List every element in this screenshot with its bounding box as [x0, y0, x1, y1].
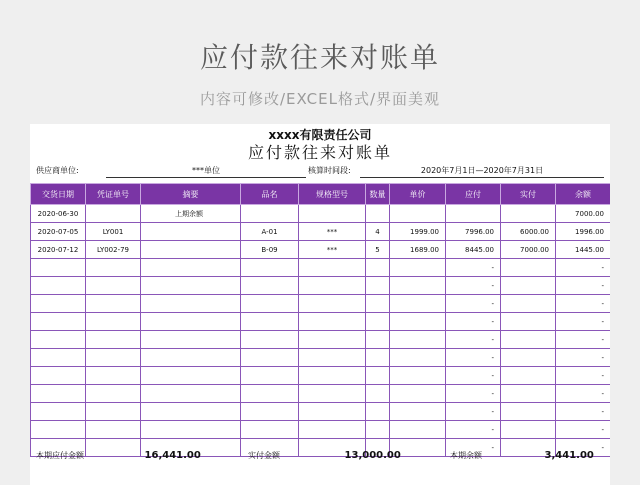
cell-summary[interactable]	[141, 223, 241, 241]
cell-qty[interactable]: 5	[366, 241, 390, 259]
cell-product[interactable]: B-09	[241, 241, 299, 259]
total-payable-value: 16,441.00	[144, 450, 201, 461]
cell-paid[interactable]	[501, 367, 556, 385]
cell-summary[interactable]	[141, 241, 241, 259]
cell-qty[interactable]: 4	[366, 223, 390, 241]
cell-product[interactable]	[241, 403, 299, 421]
cell-summary[interactable]	[141, 403, 241, 421]
supplier-field[interactable]	[106, 165, 306, 177]
table-row	[31, 367, 611, 385]
cell-balance[interactable]: -	[556, 385, 611, 403]
cell-product[interactable]: A-01	[241, 223, 299, 241]
cell-unit-price[interactable]	[390, 331, 446, 349]
cell-summary[interactable]	[141, 421, 241, 439]
cell-product[interactable]	[241, 259, 299, 277]
cell-unit-price[interactable]	[390, 367, 446, 385]
cell-paid[interactable]: 6000.00	[501, 223, 556, 241]
statement-sheet	[30, 124, 610, 485]
col-delivery-date: 交货日期	[31, 184, 86, 205]
cell-summary[interactable]	[141, 277, 241, 295]
cell-paid[interactable]	[501, 331, 556, 349]
cell-product[interactable]	[241, 277, 299, 295]
table-row	[31, 313, 611, 331]
cell-delivery-date[interactable]	[31, 259, 86, 277]
cell-spec[interactable]	[299, 403, 366, 421]
cell-payable[interactable]: -	[446, 313, 501, 331]
cell-voucher-no[interactable]	[86, 205, 141, 223]
total-balance-value: 3,441.00	[544, 450, 594, 461]
col-paid: 实付	[501, 184, 556, 205]
cell-voucher-no[interactable]	[86, 295, 141, 313]
cell-paid[interactable]	[501, 205, 556, 223]
cell-spec[interactable]	[299, 313, 366, 331]
cell-paid[interactable]: 7000.00	[501, 241, 556, 259]
cell-spec[interactable]	[299, 349, 366, 367]
table-row	[31, 223, 611, 241]
cell-payable[interactable]: -	[446, 385, 501, 403]
table-row	[31, 277, 611, 295]
cell-payable[interactable]: -	[446, 259, 501, 277]
hero-title: 应付款往来对账单	[199, 41, 440, 74]
cell-voucher-no[interactable]	[86, 259, 141, 277]
cell-summary[interactable]	[141, 313, 241, 331]
cell-paid[interactable]	[501, 349, 556, 367]
ledger-table	[30, 183, 610, 457]
cell-unit-price[interactable]: 1689.00	[390, 241, 446, 259]
cell-delivery-date[interactable]: 2020-06-30	[31, 205, 86, 223]
cell-balance[interactable]: -	[556, 331, 611, 349]
col-unit-price: 单价	[390, 184, 446, 205]
cell-balance[interactable]: 7000.00	[556, 205, 611, 223]
cell-spec[interactable]	[299, 205, 366, 223]
cell-voucher-no[interactable]	[86, 331, 141, 349]
cell-balance[interactable]: -	[556, 439, 611, 457]
cell-balance[interactable]: -	[556, 367, 611, 385]
period-label: 核算时间段:	[308, 166, 351, 175]
cell-balance[interactable]: -	[556, 259, 611, 277]
total-payable	[36, 450, 201, 461]
col-voucher-no: 凭证单号	[86, 184, 141, 205]
cell-product[interactable]	[241, 385, 299, 403]
cell-delivery-date[interactable]	[31, 403, 86, 421]
col-spec: 规格型号	[299, 184, 366, 205]
col-qty: 数量	[366, 184, 390, 205]
cell-spec[interactable]	[299, 367, 366, 385]
cell-balance[interactable]: -	[556, 295, 611, 313]
cell-product[interactable]	[241, 349, 299, 367]
cell-product[interactable]	[241, 205, 299, 223]
cell-payable[interactable]: -	[446, 331, 501, 349]
col-payable: 应付	[446, 184, 501, 205]
col-summary: 摘要	[141, 184, 241, 205]
cell-paid[interactable]	[501, 295, 556, 313]
cell-balance[interactable]: -	[556, 403, 611, 421]
cell-product[interactable]	[241, 313, 299, 331]
cell-unit-price[interactable]	[390, 277, 446, 295]
col-product: 品名	[241, 184, 299, 205]
cell-summary[interactable]	[141, 367, 241, 385]
cell-spec[interactable]	[299, 259, 366, 277]
cell-spec[interactable]	[299, 295, 366, 313]
cell-unit-price[interactable]	[390, 259, 446, 277]
supplier-value: ***单位	[106, 165, 306, 178]
cell-payable[interactable]: -	[446, 367, 501, 385]
cell-unit-price[interactable]	[390, 403, 446, 421]
total-balance-label: 本期余额	[450, 451, 482, 460]
cell-summary[interactable]	[141, 295, 241, 313]
document-title: 应付款往来对账单	[247, 143, 392, 162]
cell-qty[interactable]	[366, 313, 390, 331]
cell-qty[interactable]	[366, 331, 390, 349]
cell-paid[interactable]	[501, 313, 556, 331]
hero-subtitle: 内容可修改/EXCEL格式/界面美观	[199, 90, 441, 108]
cell-voucher-no[interactable]	[86, 367, 141, 385]
supplier-label: 供应商单位:	[36, 166, 79, 175]
cell-payable[interactable]: -	[446, 277, 501, 295]
table-row	[31, 349, 611, 367]
cell-payable[interactable]: -	[446, 403, 501, 421]
cell-delivery-date[interactable]	[31, 331, 86, 349]
cell-delivery-date[interactable]	[31, 385, 86, 403]
cell-voucher-no[interactable]: LY002-79	[86, 241, 141, 259]
cell-summary[interactable]	[141, 259, 241, 277]
total-payable-label: 本期应付金额	[36, 451, 84, 460]
cell-voucher-no[interactable]	[86, 403, 141, 421]
cell-product[interactable]	[241, 331, 299, 349]
cell-unit-price[interactable]	[390, 421, 446, 439]
total-balance	[450, 450, 594, 461]
cell-unit-price[interactable]: 1999.00	[390, 223, 446, 241]
table-row	[31, 403, 611, 421]
cell-voucher-no[interactable]	[86, 349, 141, 367]
cell-qty[interactable]	[366, 295, 390, 313]
cell-product[interactable]	[241, 295, 299, 313]
table-row	[31, 385, 611, 403]
cell-payable[interactable]	[446, 205, 501, 223]
cell-spec[interactable]	[299, 331, 366, 349]
table-row	[31, 205, 611, 223]
cell-voucher-no[interactable]	[86, 385, 141, 403]
cell-voucher-no[interactable]	[86, 313, 141, 331]
cell-qty[interactable]	[366, 349, 390, 367]
cell-qty[interactable]	[366, 259, 390, 277]
cell-qty[interactable]	[366, 205, 390, 223]
cell-summary[interactable]	[141, 385, 241, 403]
table-row	[31, 241, 611, 259]
cell-unit-price[interactable]	[390, 205, 446, 223]
cell-spec[interactable]: ***	[299, 241, 366, 259]
cell-paid[interactable]	[501, 421, 556, 439]
cell-balance[interactable]: -	[556, 313, 611, 331]
ledger-body	[31, 205, 611, 457]
cell-paid[interactable]	[501, 277, 556, 295]
cell-delivery-date[interactable]	[31, 421, 86, 439]
cell-qty[interactable]	[366, 421, 390, 439]
cell-delivery-date[interactable]	[31, 277, 86, 295]
cell-spec[interactable]	[299, 385, 366, 403]
cell-voucher-no[interactable]	[86, 421, 141, 439]
cell-summary[interactable]: 上期余额	[141, 205, 241, 223]
cell-product[interactable]	[241, 367, 299, 385]
cell-paid[interactable]	[501, 403, 556, 421]
cell-balance[interactable]: -	[556, 277, 611, 295]
cell-spec[interactable]: ***	[299, 223, 366, 241]
cell-delivery-date[interactable]: 2020-07-05	[31, 223, 86, 241]
cell-payable[interactable]: -	[446, 421, 501, 439]
period-field[interactable]	[360, 165, 604, 177]
cell-paid[interactable]	[501, 385, 556, 403]
cell-unit-price[interactable]	[390, 385, 446, 403]
cell-unit-price[interactable]	[390, 295, 446, 313]
cell-payable[interactable]: -	[446, 349, 501, 367]
cell-paid[interactable]	[501, 259, 556, 277]
cell-balance[interactable]: -	[556, 349, 611, 367]
total-paid-label: 实付金额	[248, 451, 280, 460]
cell-qty[interactable]	[366, 367, 390, 385]
table-row	[31, 421, 611, 439]
cell-summary[interactable]	[141, 349, 241, 367]
cell-payable[interactable]: -	[446, 295, 501, 313]
cell-balance[interactable]: 1996.00	[556, 223, 611, 241]
cell-voucher-no[interactable]	[86, 277, 141, 295]
cell-product[interactable]	[241, 421, 299, 439]
cell-voucher-no[interactable]: LY001	[86, 223, 141, 241]
cell-qty[interactable]	[366, 385, 390, 403]
cell-delivery-date[interactable]	[31, 349, 86, 367]
cell-delivery-date[interactable]	[31, 313, 86, 331]
cell-payable[interactable]: 7996.00	[446, 223, 501, 241]
ledger-header-row	[31, 184, 611, 205]
cell-payable[interactable]: -	[446, 439, 501, 457]
period-value: 2020年7月1日—2020年7月31日	[360, 165, 604, 178]
cell-unit-price[interactable]	[390, 313, 446, 331]
cell-delivery-date[interactable]	[31, 367, 86, 385]
cell-qty[interactable]	[366, 403, 390, 421]
table-row	[31, 331, 611, 349]
col-balance: 余额	[556, 184, 611, 205]
cell-qty[interactable]	[366, 277, 390, 295]
cell-delivery-date[interactable]	[31, 295, 86, 313]
cell-unit-price[interactable]	[390, 349, 446, 367]
cell-summary[interactable]	[141, 331, 241, 349]
table-row	[31, 295, 611, 313]
company-name: xxxx有限责任公司	[268, 128, 372, 142]
cell-payable[interactable]: 8445.00	[446, 241, 501, 259]
cell-spec[interactable]	[299, 277, 366, 295]
cell-delivery-date[interactable]: 2020-07-12	[31, 241, 86, 259]
cell-spec[interactable]	[299, 421, 366, 439]
cell-balance[interactable]: -	[556, 421, 611, 439]
table-row	[31, 259, 611, 277]
total-paid	[248, 450, 401, 461]
total-paid-value: 13,000.00	[344, 450, 401, 461]
cell-balance[interactable]: 1445.00	[556, 241, 611, 259]
